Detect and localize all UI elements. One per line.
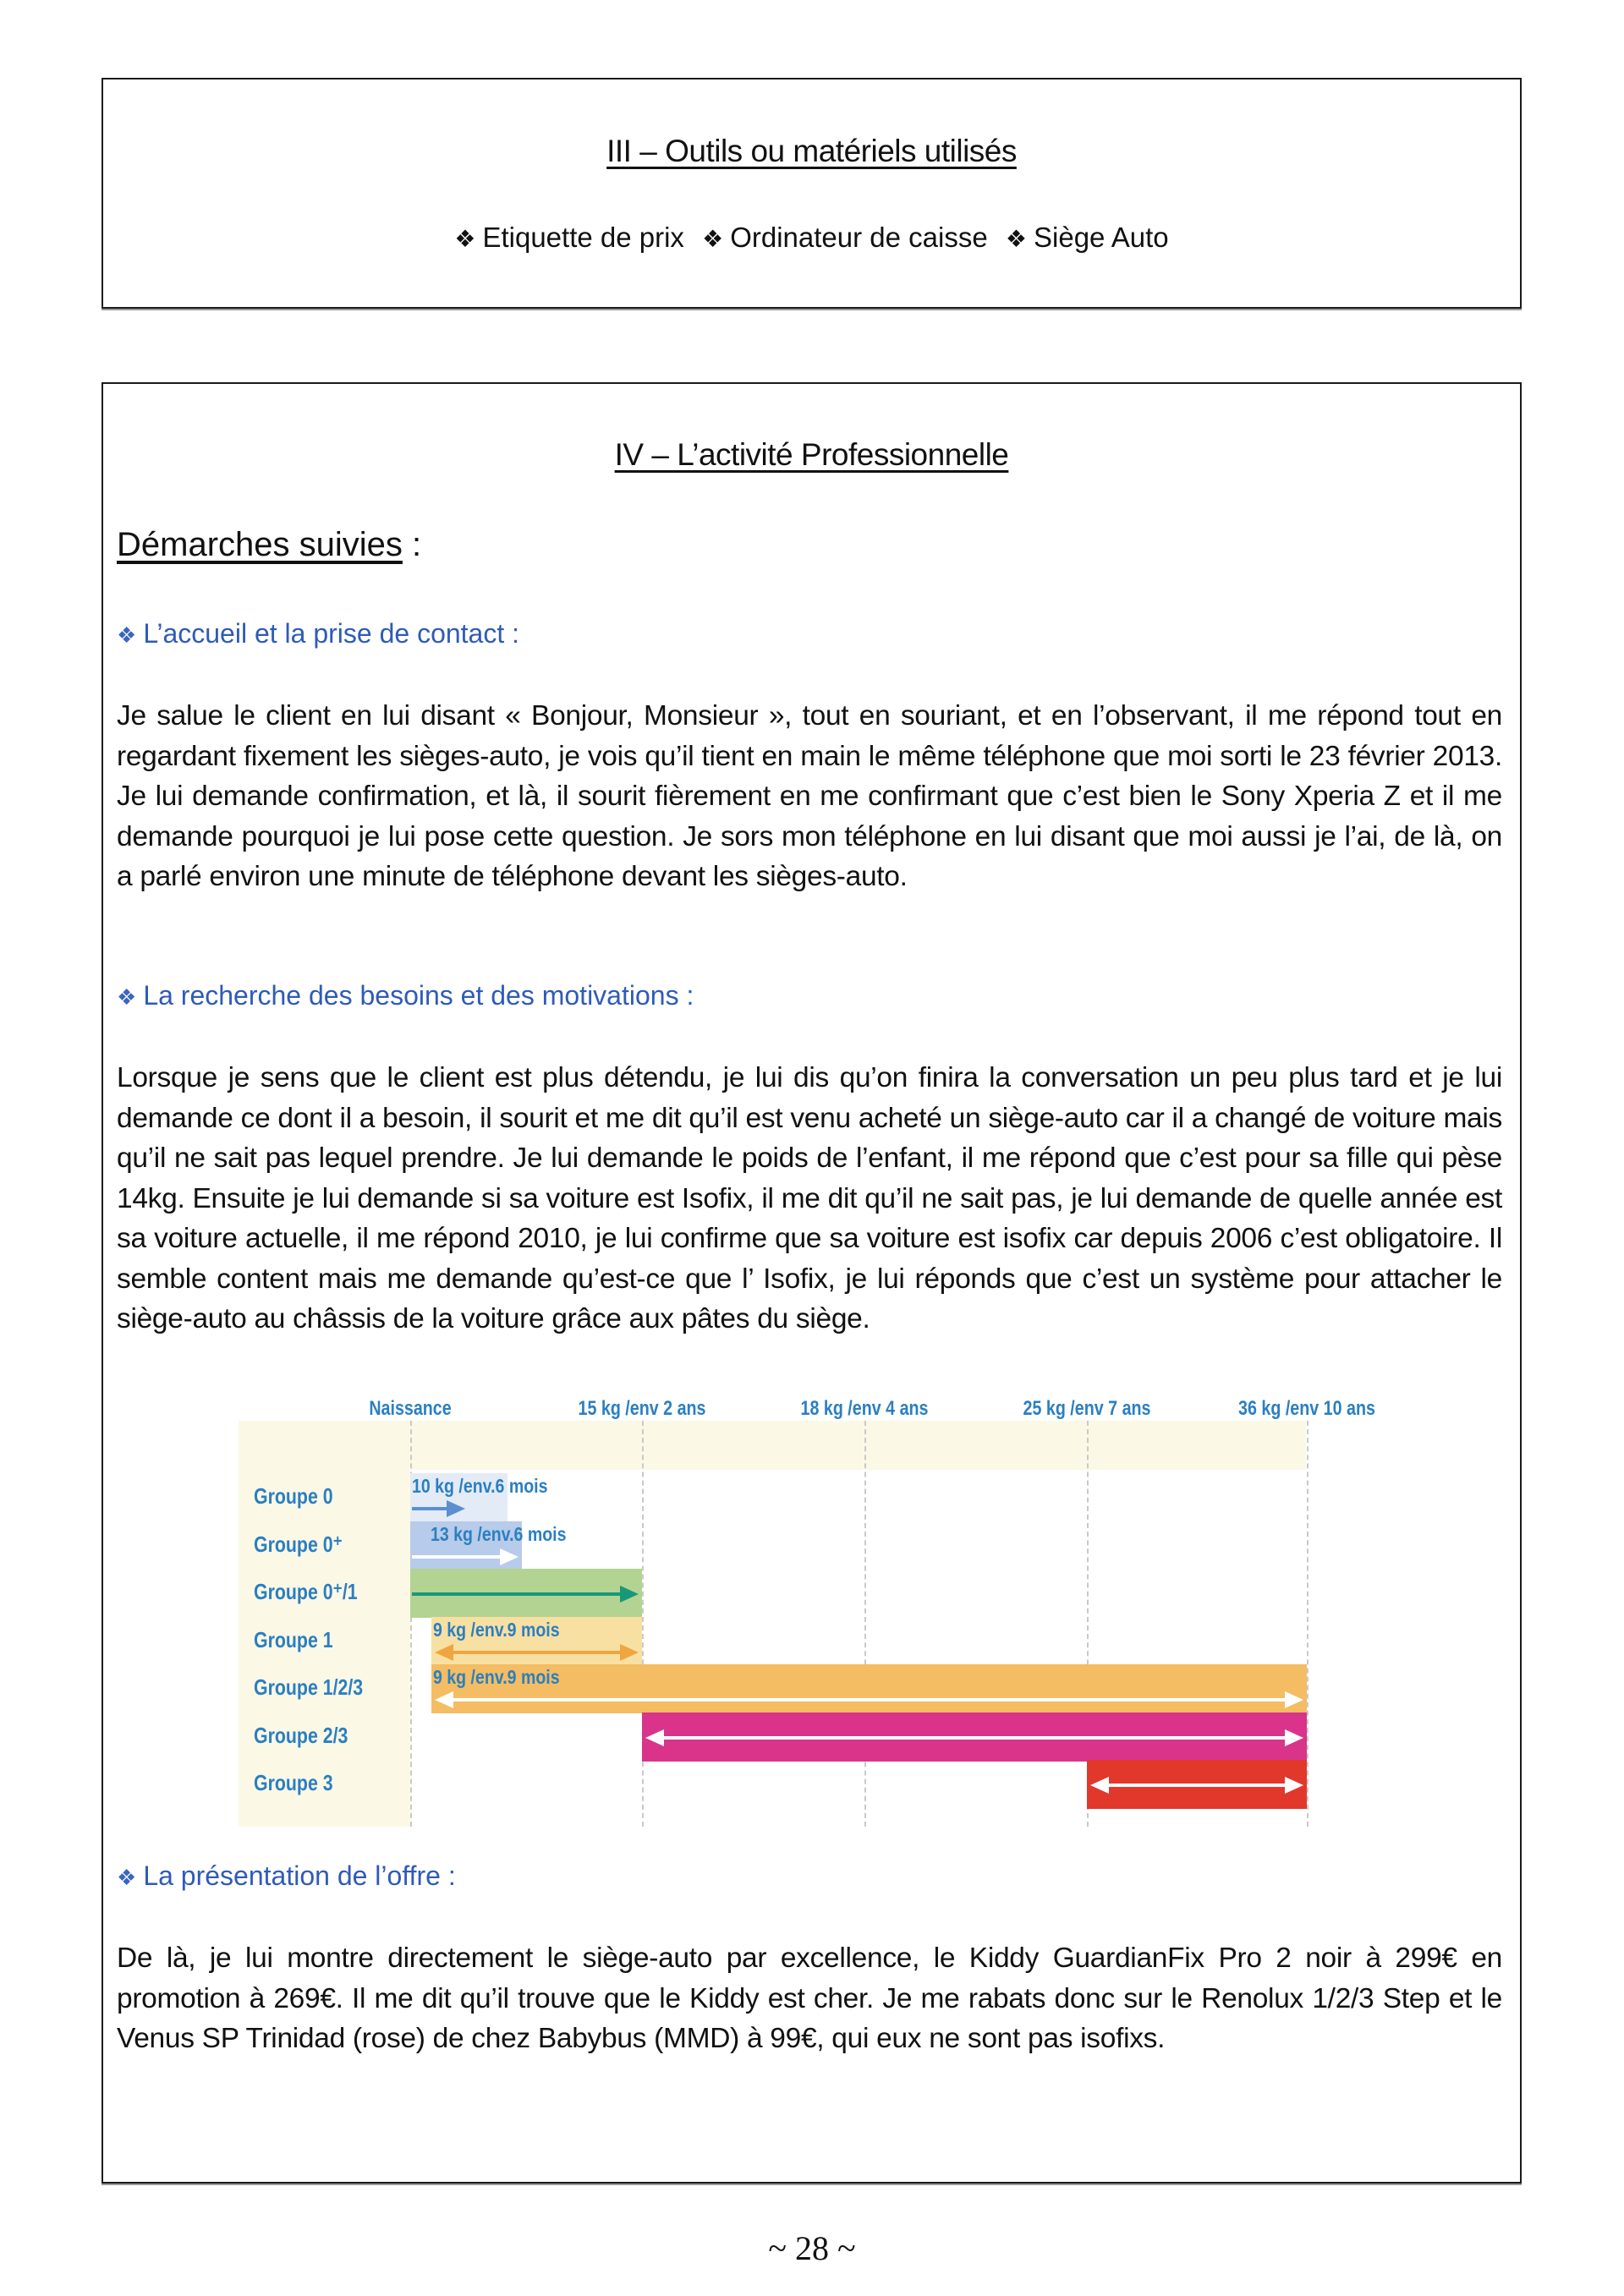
diamond-bullet-icon: ❖	[117, 622, 137, 648]
subheading-demarches: Démarches suivies :	[117, 526, 422, 563]
step-heading-accueil: ❖ L’accueil et la prise de contact :	[117, 618, 520, 649]
tool-item: ❖ Ordinateur de caisse	[702, 222, 988, 253]
chart-bar	[431, 1664, 1307, 1713]
tools-list	[103, 222, 1520, 254]
diamond-bullet-icon: ❖	[117, 984, 137, 1010]
chart-bar	[431, 1617, 642, 1666]
diamond-bullet-icon: ❖	[702, 226, 724, 252]
chart-group-label: Groupe 0⁺/1	[254, 1579, 358, 1604]
chart-bar	[410, 1473, 548, 1522]
step-paragraph-offre: De là, je lui montre directement le siège-auto par excellence, le Kiddy GuardianFix Pro 2 noir à 299€ en promotion à 269€. Il me dit qu’il trouve que le Kiddy est cher. Je me rabats donc sur le Renolux 1/2/3 Step et le Venus SP Trinidad (rose) de chez Babybus (MMD) à 99€, qui eux ne sont pas isofixs.	[117, 1943, 1502, 2054]
chart-gridline	[642, 1421, 644, 1827]
diamond-bullet-icon: ❖	[1005, 226, 1027, 252]
chart-tick-label: 36 kg /env 10 ans	[1238, 1397, 1375, 1420]
chart-group-label: Groupe 0	[254, 1483, 333, 1509]
chart-gridline	[1307, 1421, 1309, 1827]
page-number: ~ 28 ~	[768, 2229, 856, 2267]
chart-group-label: Groupe 1	[254, 1626, 333, 1652]
chart-bar	[410, 1521, 567, 1570]
chart-group-label: Groupe 2/3	[254, 1722, 348, 1748]
step-paragraph-besoins: Lorsque je sens que le client est plus détendu, je lui dis qu’on finira la conversation un peu plus tard et je lui demande ce dont il a besoin, il sourit et me dit qu’il est venu acheté un siège-auto car il a changé de voiture mais qu’il ne sait pas lequel prendre. Je lui demande le poids de l’enfant, il me répond que c’est pour sa fille qui pèse 14kg. Ensuite je lui demande si sa voiture est Isofix, il me dit qu’il ne sait pas, je lui demande de quelle année est sa voiture actuelle, il me répond 2010, je lui confirme que sa voiture est isofix car depuis 2006 c’est obligatoire. Il semble content mais me demande qu’est-ce que l’ Isofix, je lui réponds que c’est un système pour attacher le siège-auto au châssis de la voiture grâce aux pâtes du siège.	[117, 1062, 1502, 1334]
activity-section	[102, 382, 1522, 2184]
chart-tick-label: 15 kg /env 2 ans	[578, 1397, 706, 1420]
step-paragraph-accueil: Je salue le client en lui disant « Bonjour, Monsieur », tout en souriant, et en l’observant, il me répond tout en regardant fixement les sièges-auto, je vois qu’il tient en main le même téléphone que moi sorti le 23 février 2013. Je lui demande confirmation, et là, il sourit fièrement en me confirmant que c’est bien le Sony Xperia Z et il me demande pourquoi je lui pose cette question. Je sors mon téléphone en lui disant que moi aussi je l’ai, de là, on a parlé environ une minute de téléphone devant les sièges-auto.	[117, 700, 1502, 892]
chart-group-label: Groupe 0⁺	[254, 1531, 343, 1557]
diamond-bullet-icon: ❖	[117, 1865, 137, 1890]
section-title-activity: IV – L’activité Professionnelle	[614, 437, 1009, 472]
tool-item: ❖ Siège Auto	[1005, 222, 1169, 253]
step-heading-besoins: ❖ La recherche des besoins et des motivations :	[117, 980, 694, 1011]
chart-header-band	[239, 1421, 1306, 1470]
car-seat-group-chart	[239, 1395, 1406, 1835]
chart-label-column-bg	[239, 1421, 410, 1827]
chart-tick-label: 25 kg /env 7 ans	[1023, 1397, 1151, 1420]
chart-bar-label: 10 kg /env.6 mois	[412, 1475, 548, 1497]
step-heading-offre: ❖ La présentation de l’offre :	[117, 1860, 456, 1891]
chart-bar-label: 13 kg /env.6 mois	[431, 1522, 567, 1545]
diamond-bullet-icon: ❖	[454, 226, 476, 252]
chart-group-label: Groupe 3	[254, 1770, 333, 1795]
chart-bar	[410, 1569, 642, 1618]
chart-group-label: Groupe 1/2/3	[254, 1674, 364, 1700]
section-title-tools: III – Outils ou matériels utilisés	[606, 134, 1017, 168]
chart-bar	[1087, 1760, 1307, 1809]
chart-bar-label: 9 kg /env.9 mois	[432, 1666, 560, 1688]
tools-section	[102, 78, 1522, 309]
chart-bar-label: 9 kg /env.9 mois	[432, 1618, 560, 1641]
tool-item: ❖ Etiquette de prix	[454, 222, 684, 253]
chart-bar	[642, 1712, 1307, 1762]
chart-tick-label: 18 kg /env 4 ans	[800, 1397, 929, 1420]
chart-gridline	[864, 1421, 866, 1827]
chart-tick-label: Naissance	[369, 1397, 452, 1420]
